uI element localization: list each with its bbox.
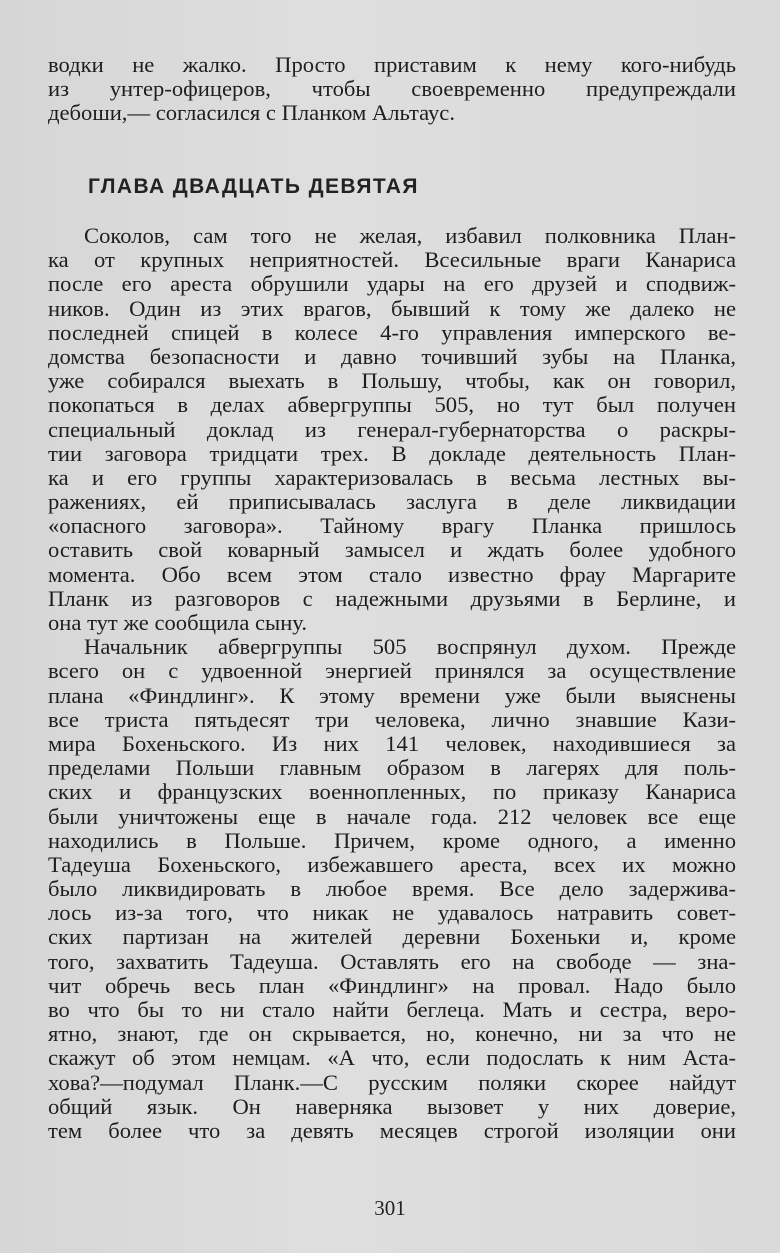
text-line: дебоши,— согласился с Планком Альтаус. [48,100,455,126]
text-line: уже собирался выехать в Польшу, чтобы, как он говорил, [48,368,736,394]
text-line: во что бы то ни стало найти беглеца. Мать и сестра, веро- [48,997,736,1022]
text-line: Планк из разговоров с надежными друзьями в Берлине, и [48,585,736,611]
text-line: лось из-за того, что никак не удавалось натравить совет- [48,900,736,926]
text-line: «опасного заговора». Тайному врагу Планка пришлось [48,513,736,539]
text-line: из унтер-офицеров, чтобы своевременно предупреждали [48,76,736,102]
text-line: домства безопасности и давно точивший зубы на Планка, [48,343,736,369]
main-text-block [48,224,736,1143]
chapter-title: ГЛАВА ДВАДЦАТЬ ДЕВЯТАЯ [88,175,419,198]
text-line: ка и его группы характеризовалась в весьма лестных вы- [48,464,736,490]
text-line: было ликвидировать в любое время. Все дело задержива- [48,876,736,902]
text-line: Соколов, сам того не желая, избавил полковника План- [84,223,736,248]
text-line: момента. Обо всем этом стало известно фрау Маргарите [48,561,736,587]
text-line: покопаться в делах абвергруппы 505, но тут был получен [48,392,736,418]
text-line: были уничтожены еще в начале года. 212 человек все еще [48,803,736,829]
text-line: ников. Один из этих врагов, бывший к тому же далеко не [48,295,736,321]
text-line: того, захватить Тадеуша. Оставлять его на свободе — зна- [48,948,736,974]
text-line: хова?—подумал Планк.—С русским поляки скорее найдут [48,1069,736,1095]
paragraph-1 [48,224,736,635]
text-line: ских партизан на жителей деревни Бохеньки и, кроме [48,924,736,950]
text-line: специальный доклад из генерал-губернаторства о раскры- [48,416,736,442]
text-line: мира Бохеньского. Из них 141 человек, находившиеся за [48,730,736,756]
text-line: ятно, знают, где он скрывается, но, конечно, ни за что не [48,1021,736,1047]
text-line: ка от крупных неприятностей. Всесильные враги Канариса [48,247,736,273]
text-line: последней спицей в колесе 4-го управления имперского ве- [48,319,736,345]
text-line: Тадеуша Бохеньского, избежавшего ареста, всех их можно [48,851,736,877]
text-line: чит обречь весь план «Финдлинг» на провал. Надо было [48,972,736,998]
text-line: она тут же сообщила сыну. [48,610,307,635]
text-line: водки не жалко. Просто приставим к нему кого-нибудь [48,52,736,77]
text-line: скажут об этом немцам. «А что, если подослать к ним Аста- [48,1045,736,1071]
text-line: плана «Финдлинг». К этому времени уже были выяснены [48,682,736,708]
text-line: ражениях, ей приписывалась заслуга в деле ликвидации [48,489,736,515]
text-line: тии заговора тридцати трех. В докладе деятельность План- [48,440,736,466]
text-line: пределами Польши главным образом в лагерях для поль- [48,755,736,781]
text-line: все триста пятьдесят три человека, лично знавшие Кази- [48,706,736,732]
opening-text-block [48,53,736,126]
text-line: Начальник абвергруппы 505 воспрянул духом. Прежде [84,634,736,660]
text-line: всего он с удвоенной энергией принялся за осуществление [48,658,736,684]
page-number: 301 [374,1196,406,1220]
paragraph-2 [48,635,736,1143]
text-line: тем более что за девять месяцев строгой изоляции они [48,1117,736,1143]
text-line: после его ареста обрушили удары на его друзей и сподвиж- [48,271,736,297]
text-line: находились в Польше. Причем, кроме одного, а именно [48,827,736,853]
text-line: оставить свой коварный замысел и ждать более удобного [48,537,736,563]
text-line: общий язык. Он наверняка вызовет у них доверие, [48,1093,736,1119]
text-line: ских и французских военнопленных, по приказу Канариса [48,779,736,805]
